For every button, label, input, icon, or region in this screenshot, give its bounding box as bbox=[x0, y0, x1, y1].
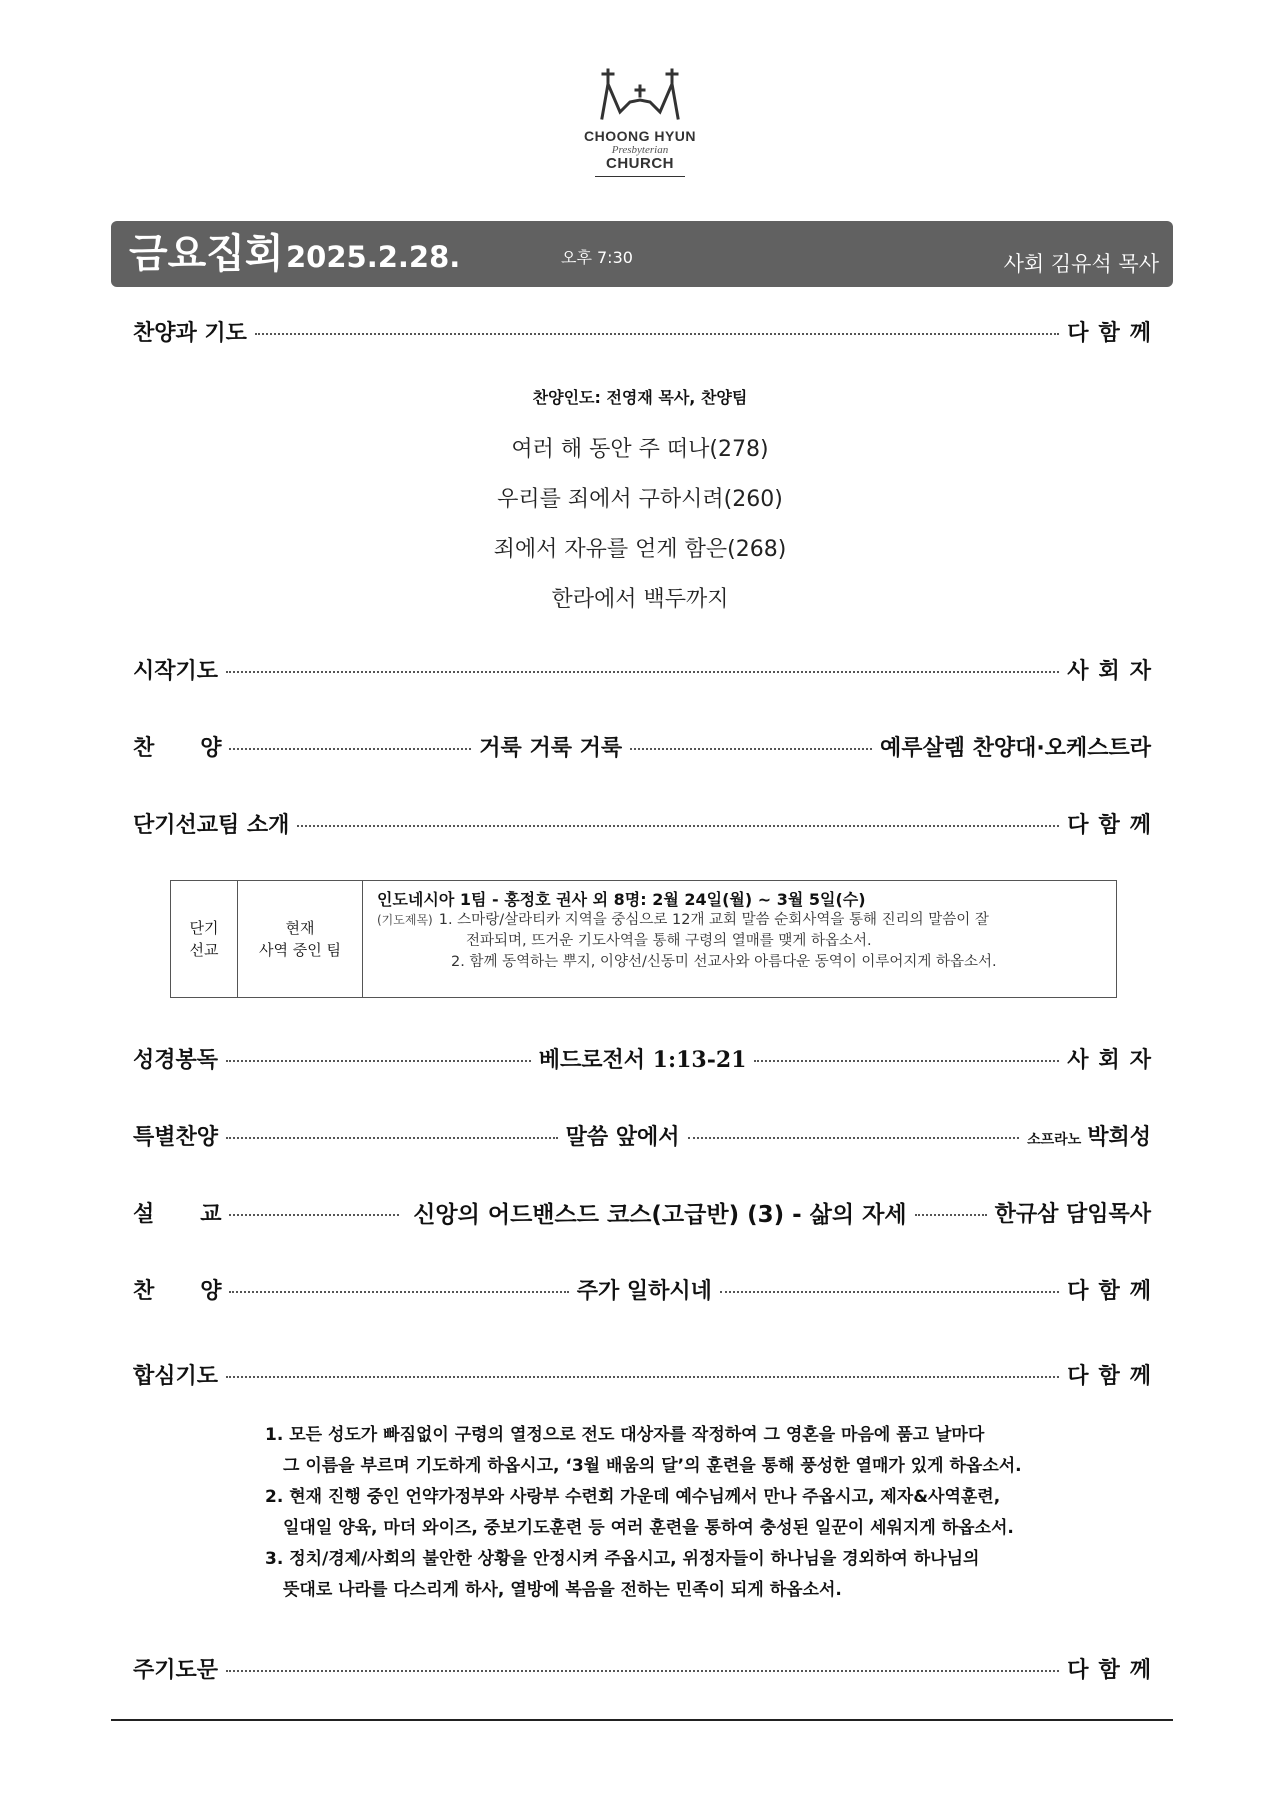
order-row-mission-intro bbox=[133, 805, 1161, 841]
mission-status-cell bbox=[238, 881, 363, 997]
sermon-title: 신앙의 어드밴스드 코스(고급반) (3) - 삶의 자세 bbox=[413, 1201, 907, 1228]
prayer-line: 3. 정치/경제/사회의 불안한 상황을 안정시켜 주옵시고, 위정자들이 하나님을 경외하여 하나님의 bbox=[265, 1549, 980, 1569]
order-item-title: 주가 일하시네 bbox=[576, 1278, 712, 1304]
prayer-item bbox=[265, 1544, 1022, 1606]
prayer-topic-label: (기도제목) bbox=[377, 913, 433, 927]
order-row-opening-prayer bbox=[133, 651, 1161, 687]
prayer-line: 뜻대로 나라를 다스리게 하사, 열방에 복음을 전하는 민족이 되게 하옵소서. bbox=[283, 1580, 842, 1600]
mission-status-line: 현재 bbox=[285, 919, 315, 937]
mission-team-table bbox=[170, 880, 1117, 998]
service-header-banner bbox=[111, 221, 1173, 287]
order-row-choir-anthem bbox=[133, 728, 1151, 764]
service-title: 금요집회 bbox=[129, 231, 284, 277]
united-prayer-list bbox=[265, 1420, 1022, 1606]
logo-line-2: Presbyterian bbox=[611, 144, 669, 156]
order-item-label: 찬양과 기도 bbox=[133, 320, 247, 346]
mission-details-cell bbox=[363, 881, 1116, 997]
service-date: 2025.2.28. bbox=[286, 240, 461, 274]
leader-dots bbox=[229, 1214, 399, 1216]
leader-dots bbox=[255, 333, 1059, 335]
leader-dots bbox=[630, 748, 872, 750]
mission-status-line: 사역 중인 팀 bbox=[259, 941, 341, 959]
service-host: 사회 김유석 목사 bbox=[1003, 252, 1159, 276]
song-item: 여러 해 동안 주 떠나(278) bbox=[511, 437, 769, 462]
order-item-leader: 다함께 bbox=[1067, 812, 1161, 838]
leader-dots bbox=[226, 1060, 531, 1062]
leader-dots bbox=[688, 1137, 1020, 1139]
order-item-leader: 박희성 bbox=[1087, 1124, 1151, 1150]
song-item: 우리를 죄에서 구하시려(260) bbox=[497, 487, 783, 512]
order-row-lords-prayer bbox=[133, 1650, 1161, 1686]
order-item-title: 베드로전서 1:13-21 bbox=[538, 1046, 747, 1073]
order-item-title: 말씀 앞에서 bbox=[565, 1124, 680, 1150]
order-item-leader: 사회자 bbox=[1067, 658, 1161, 684]
church-logo bbox=[0, 66, 1280, 177]
prayer-topic-line: 전파되며, 뜨거운 기도사역을 통해 구령의 열매를 맺게 하옵소서. bbox=[466, 933, 872, 949]
order-item-leader: 예루살렘 찬양대·오케스트라 bbox=[879, 735, 1152, 761]
order-item-label: 설 교 bbox=[133, 1201, 222, 1227]
order-item-leader: 다함께 bbox=[1067, 1363, 1161, 1389]
order-item-leader: 다함께 bbox=[1067, 320, 1161, 346]
prayer-item bbox=[265, 1482, 1022, 1544]
leader-dots bbox=[226, 1670, 1059, 1672]
order-item-label: 특별찬양 bbox=[133, 1124, 219, 1150]
prayer-line: 2. 현재 진행 중인 언약가정부와 사랑부 수련회 가운데 예수님께서 만나 주옵시고, 제자&사역훈련, bbox=[265, 1487, 1001, 1507]
prayer-line: 그 이름을 부르며 기도하게 하옵시고, ‘3월 배움의 달’의 훈련을 통해 풍성한 열매가 있게 하옵소서. bbox=[283, 1456, 1022, 1476]
order-item-label: 시작기도 bbox=[133, 658, 219, 684]
order-item-label: 주기도문 bbox=[133, 1657, 219, 1683]
logo-line-1: CHOONG HYUN bbox=[583, 128, 697, 144]
order-row-praise-prayer bbox=[133, 313, 1161, 349]
leader-dots bbox=[229, 1291, 568, 1293]
leader-dots bbox=[226, 1137, 558, 1139]
order-item-label: 단기선교팀 소개 bbox=[133, 812, 290, 838]
song-item: 한라에서 백두까지 bbox=[551, 587, 729, 612]
leader-dots bbox=[297, 825, 1059, 827]
order-row-scripture-reading bbox=[133, 1040, 1161, 1076]
church-steeple-icon bbox=[590, 66, 690, 122]
prayer-line: 일대일 양육, 마더 와이즈, 중보기도훈련 등 여러 훈련을 통하여 충성된 일꾼이 세워지게 하옵소서. bbox=[283, 1518, 1014, 1538]
leader-dots bbox=[229, 748, 471, 750]
mission-category-line: 선교 bbox=[189, 941, 219, 959]
order-row-special-music bbox=[133, 1117, 1151, 1153]
leader-dots bbox=[226, 671, 1059, 673]
order-item-role: 소프라노 bbox=[1027, 1131, 1082, 1148]
leader-dots bbox=[754, 1060, 1059, 1062]
bottom-divider bbox=[111, 1719, 1173, 1721]
order-item-label: 찬 양 bbox=[133, 1278, 222, 1304]
order-item-leader: 사회자 bbox=[1067, 1047, 1161, 1073]
mission-category-cell bbox=[171, 881, 238, 997]
leader-dots bbox=[226, 1376, 1059, 1378]
prayer-topic-line: 1. 스마랑/살라티카 지역을 중심으로 12개 교회 말씀 순회사역을 통해 진리의 말씀이 잘 bbox=[438, 912, 989, 928]
praise-leader: 찬양인도: 전영재 목사, 찬양팀 bbox=[532, 388, 748, 407]
order-item-label: 성경봉독 bbox=[133, 1047, 219, 1073]
service-time: 오후 7:30 bbox=[561, 248, 633, 267]
mission-category-line: 단기 bbox=[189, 919, 219, 937]
logo-underline bbox=[595, 176, 685, 177]
order-row-closing-hymn bbox=[133, 1271, 1161, 1307]
logo-line-3: CHURCH bbox=[606, 155, 674, 172]
order-item-title: 거룩 거룩 거룩 bbox=[479, 735, 623, 761]
leader-dots bbox=[915, 1214, 987, 1216]
order-item-label: 찬 양 bbox=[133, 735, 222, 761]
order-item-leader: 한규삼 담임목사 bbox=[994, 1201, 1151, 1227]
prayer-item bbox=[265, 1420, 1022, 1482]
order-item-leader: 다함께 bbox=[1067, 1278, 1161, 1304]
order-item-label: 합심기도 bbox=[133, 1363, 219, 1389]
order-row-sermon bbox=[133, 1194, 1151, 1230]
prayer-topic-line: 2. 함께 동역하는 뿌지, 이양선/신동미 선교사와 아름다운 동역이 이루어지게 하옵소서. bbox=[451, 954, 997, 970]
prayer-line: 1. 모든 성도가 빠짐없이 구령의 열정으로 전도 대상자를 작정하여 그 영혼을 마음에 품고 날마다 bbox=[265, 1425, 985, 1445]
mission-team-heading: 인도네시아 1팀 - 홍정호 권사 외 8명: 2월 24일(월) ~ 3월 5일(수) bbox=[377, 890, 866, 909]
song-item: 죄에서 자유를 얻게 함은(268) bbox=[493, 537, 787, 562]
order-item-leader: 다함께 bbox=[1067, 1657, 1161, 1683]
leader-dots bbox=[720, 1291, 1059, 1293]
order-row-united-prayer bbox=[133, 1356, 1161, 1392]
